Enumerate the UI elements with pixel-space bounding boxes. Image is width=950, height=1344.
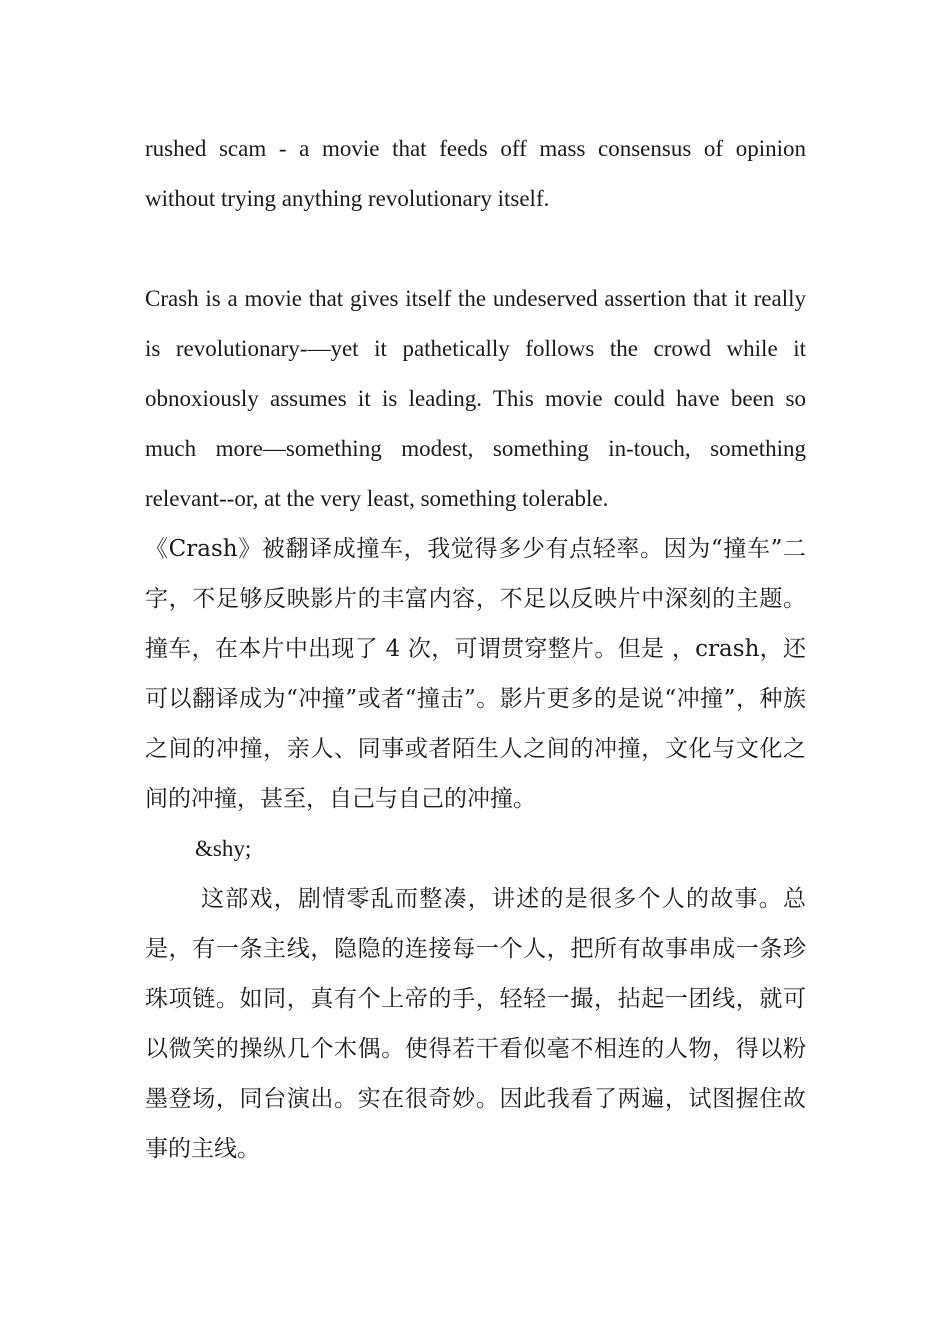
paragraph-english-1: rushed scam - a movie that feeds off mass consensus of opinion without trying anything revolutionary itself.	[145, 136, 806, 211]
paragraph-shy-entity: &shy;	[195, 836, 252, 861]
paragraph-chinese-2: 这部戏，剧情零乱而整凑，讲述的是很多个人的故事。总是，有一条主线，隐隐的连接每一个人，把所有故事串成一条珍珠项链。如同，真有个上帝的手，轻轻一撮，拈起一团线，就可以微笑的操纵几个木偶。使得若干看似毫不相连的人物，得以粉墨登场，同台演出。实在很奇妙。因此我看了两遍，试图握住故事的主线。	[145, 886, 806, 1162]
document-body	[145, 124, 806, 1174]
paragraph-spacer	[145, 224, 806, 274]
paragraph-english-2: Crash is a movie that gives itself the undeserved assertion that it really is revolutionary-—yet it pathetically follows the crowd while it obnoxiously assumes it is leading. This movie could have been so much more—something modest, something in-touch, something relevant--or, at the very least, something tolerable.	[145, 286, 806, 511]
paragraph-chinese-1: 《Crash》被翻译成撞车，我觉得多少有点轻率。因为“撞车”二字，不足够反映影片的丰富内容，不足以反映片中深刻的主题。撞车，在本片中出现了 4 次，可谓贯穿整片。但是 ，crash，还可以翻译成为“冲撞”或者“撞击”。影片更多的是说“冲撞”，种族之间的冲撞，亲人、同事或者陌生人之间的冲撞，文化与文化之间的冲撞，甚至，自己与自己的冲撞。	[145, 536, 806, 812]
